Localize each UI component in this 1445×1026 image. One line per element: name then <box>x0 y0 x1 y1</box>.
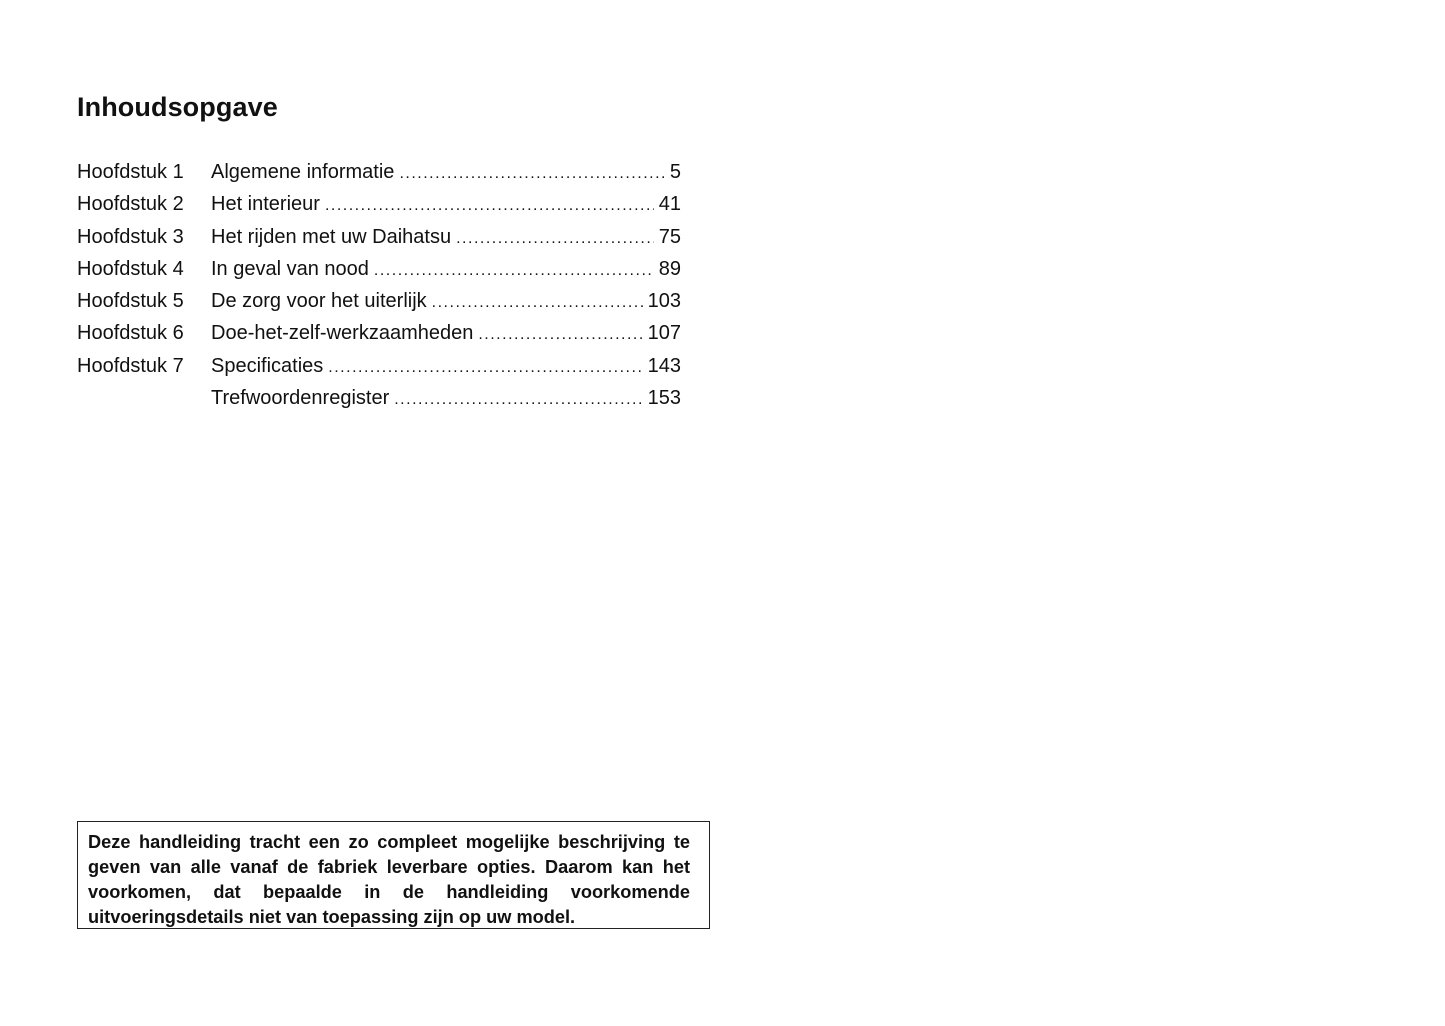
toc-entry <box>211 253 681 287</box>
toc-dot-leader <box>456 223 654 255</box>
page-title: Inhoudsopgave <box>77 92 278 122</box>
toc-dot-leader <box>399 158 664 190</box>
toc-title: Specificaties <box>211 354 324 377</box>
toc-chapter: Hoofdstuk 7 <box>77 354 184 377</box>
toc-dot-leader <box>478 319 642 351</box>
toc-chapter: Hoofdstuk 1 <box>77 161 184 183</box>
table-of-contents <box>77 156 681 414</box>
toc-page-number: 5 <box>669 161 681 183</box>
toc-dot-leader <box>432 287 643 319</box>
toc-chapter: Hoofdstuk 3 <box>77 225 184 248</box>
toc-entry <box>211 382 681 416</box>
toc-title: De zorg voor het uiterlijk <box>211 290 427 313</box>
toc-title: Trefwoordenregister <box>211 387 390 410</box>
toc-entry <box>211 188 681 222</box>
toc-row <box>77 285 681 317</box>
toc-page-number: 75 <box>658 225 681 248</box>
toc-title: Het rijden met uw Daihatsu <box>211 225 452 248</box>
toc-page-number: 89 <box>658 257 681 280</box>
toc-entry <box>211 317 681 351</box>
toc-page-number: 103 <box>647 290 681 313</box>
toc-row <box>77 382 681 414</box>
toc-page-number: 41 <box>658 193 681 216</box>
toc-chapter: Hoofdstuk 2 <box>77 193 184 216</box>
toc-page-number: 107 <box>647 322 681 345</box>
toc-title: Algemene informatie <box>211 161 395 183</box>
toc-row <box>77 221 681 253</box>
toc-row <box>77 188 681 220</box>
toc-row <box>77 317 681 349</box>
toc-row <box>77 253 681 285</box>
toc-title: Het interieur <box>211 193 320 216</box>
notice-box <box>77 821 710 929</box>
toc-chapter: Hoofdstuk 4 <box>77 257 184 280</box>
toc-chapter: Hoofdstuk 5 <box>77 290 184 313</box>
toc-row <box>77 156 681 188</box>
toc-entry <box>211 285 681 319</box>
toc-dot-leader <box>374 255 654 287</box>
toc-dot-leader <box>325 190 654 222</box>
toc-title: In geval van nood <box>211 257 369 280</box>
toc-entry <box>211 221 681 255</box>
toc-entry <box>211 350 681 384</box>
toc-page-number: 153 <box>647 387 681 410</box>
toc-title: Doe-het-zelf-werkzaamheden <box>211 322 474 345</box>
toc-dot-leader <box>328 352 642 384</box>
toc-page-number: 143 <box>647 354 681 377</box>
toc-dot-leader <box>394 384 642 416</box>
toc-chapter: Hoofdstuk 6 <box>77 322 184 345</box>
notice-text: Deze handleiding tracht een zo compleet mogelijke beschrijving te geven van alle vanaf de fabriek leverbare opties. Daarom kan het voorkomen, dat bepaalde in de handleiding voorkomende uitvoeringsdetails niet van toepassing zijn op uw model. <box>88 832 690 927</box>
toc-entry <box>211 156 681 190</box>
toc-row <box>77 350 681 382</box>
